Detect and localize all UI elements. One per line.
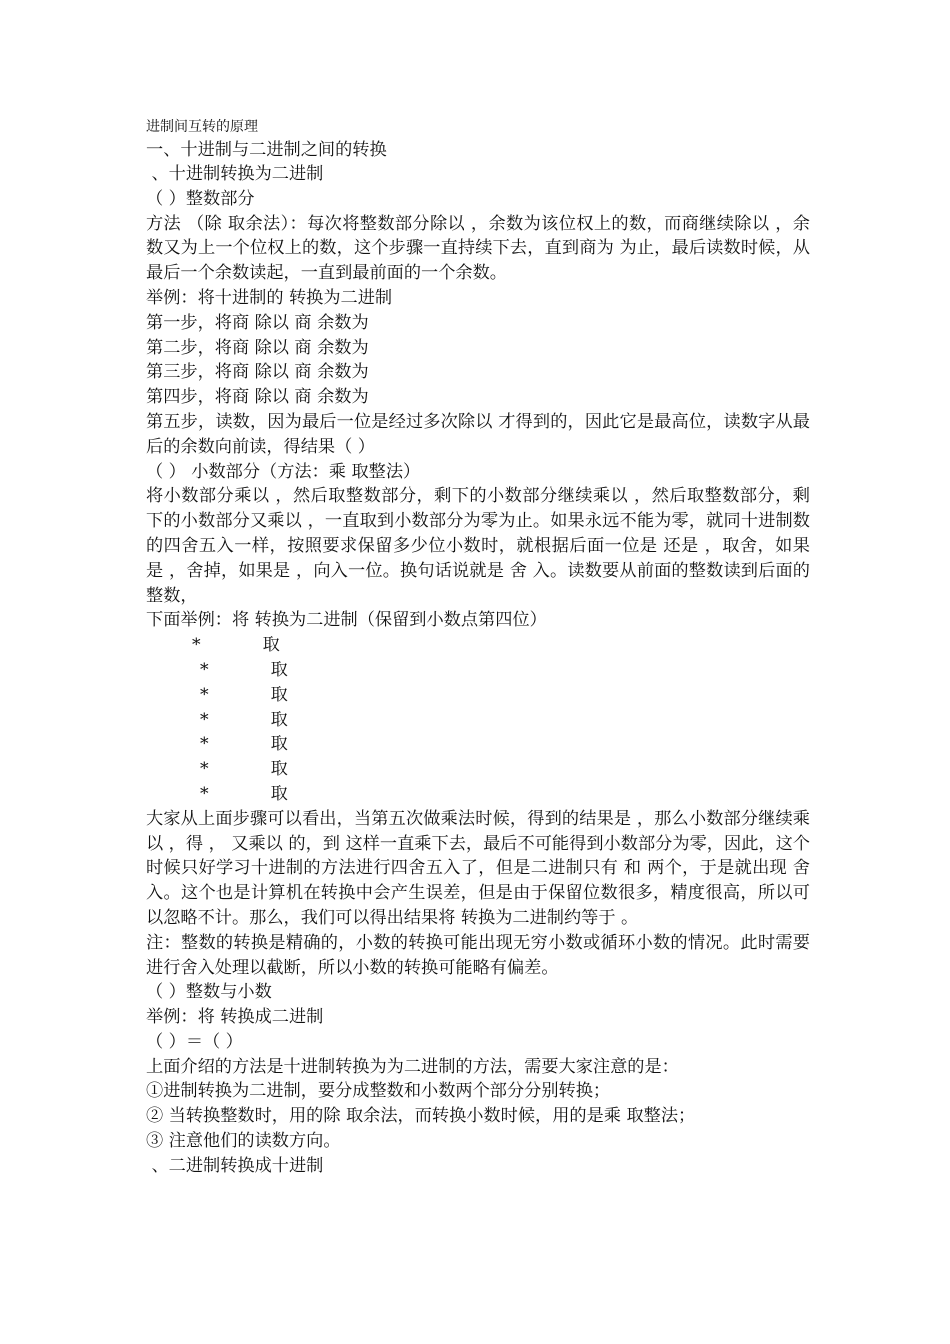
doc-title: 进制间互转的原理 bbox=[146, 119, 258, 135]
subsection-heading: 、十进制转换为二进制 bbox=[146, 164, 324, 184]
part-heading: （ ） 小数部分（方法：乘 取整法） bbox=[146, 461, 421, 482]
mult-op: * bbox=[200, 783, 209, 804]
mult-take: 取 bbox=[270, 684, 288, 705]
mult-take: 取 bbox=[270, 709, 288, 730]
mult-op: * bbox=[192, 635, 201, 656]
mult-row bbox=[146, 708, 810, 733]
example-heading: 举例：将 转换成二进制 bbox=[146, 1007, 324, 1028]
mult-op: * bbox=[200, 684, 209, 705]
part-heading: （ ）整数部分 bbox=[146, 188, 255, 209]
mult-op: * bbox=[200, 659, 209, 680]
example-heading: 举例：将十进制的 转换为二进制 bbox=[146, 287, 393, 308]
summary-point: ② 当转换整数时，用的除 取余法，而转换小数时候，用的是乘 取整法； bbox=[146, 1106, 696, 1127]
mult-row bbox=[146, 658, 810, 683]
step-line: 第二步，将商 除以 商 余数为 bbox=[146, 337, 369, 358]
fraction-paragraph: 将小数部分乘以 ，然后取整数部分，剩下的小数部分继续乘以 ，然后取整数部分，剩下的小数部分又乘以 ，一直取到小数部分为零为止。如果永远不能为零，就同十进制数的四舍五入一样，按照要求保留多少位小数时，就根据后面一位是 还是 ，取舍，如果是 ，舍掉，如果是 ，向入一位。换句话说就是 舍 入。读数要从前面的整数读到后面的整数， bbox=[146, 486, 810, 606]
part-heading: （ ）整数与小数 bbox=[146, 982, 272, 1003]
mult-take: 取 bbox=[262, 635, 280, 656]
mult-op: * bbox=[200, 709, 209, 730]
mult-op: * bbox=[200, 759, 209, 780]
example-heading: 下面举例：将 转换为二进制（保留到小数点第四位） bbox=[146, 610, 547, 631]
mult-take: 取 bbox=[270, 659, 288, 680]
mult-op: * bbox=[200, 734, 209, 755]
step5-paragraph: 第五步，读数，因为最后一位是经过多次除以 才得到的，因此它是最高位，读数字从最后的余数向前读，得结果（ ） bbox=[146, 411, 810, 457]
document-page bbox=[146, 116, 810, 1179]
mult-row bbox=[146, 732, 810, 757]
mult-row bbox=[146, 782, 810, 807]
mult-row bbox=[146, 633, 810, 658]
multiplication-table bbox=[146, 633, 810, 807]
analysis-paragraph: 大家从上面步骤可以看出，当第五次做乘法时候，得到的结果是 ，那么小数部分继续乘以 ，得 ， 又乘以 的，到 这样一直乘下去，最后不可能得到小数部分为零，因此，这个时候只好学习十进制的方法进行四舍五入了，但是二进制只有 和 两个，于是就出现 舍 入。这个也是计算机在转换中会产生误差，但是由于保留位数很多，精度很高，所以可以忽略不计。那么，我们可以得出结果将 转换为二进制约等于 。 bbox=[146, 808, 810, 928]
mult-take: 取 bbox=[270, 734, 288, 755]
mult-take: 取 bbox=[270, 783, 288, 804]
summary-point: ③ 注意他们的读数方向。 bbox=[146, 1131, 341, 1152]
mult-row bbox=[146, 683, 810, 708]
result-line: （ ）＝（ ） bbox=[146, 1031, 243, 1052]
subsection-heading: 、二进制转换成十进制 bbox=[146, 1155, 324, 1176]
step-line: 第三步，将商 除以 商 余数为 bbox=[146, 362, 369, 383]
step-line: 第一步，将商 除以 商 余数为 bbox=[146, 312, 369, 333]
mult-take: 取 bbox=[270, 759, 288, 780]
step-line: 第四步，将商 除以 商 余数为 bbox=[146, 387, 369, 408]
mult-row bbox=[146, 757, 810, 782]
method-paragraph: 方法 （除 取余法）：每次将整数部分除以 ，余数为该位权上的数，而商继续除以 ，余数又为上一个位权上的数，这个步骤一直持续下去，直到商为 为止，最后读数时候，从最后一个余数读起，一直到最前面的一个余数。 bbox=[146, 213, 810, 284]
note-paragraph: 注：整数的转换是精确的，小数的转换可能出现无穷小数或循环小数的情况。此时需要进行舍入处理以截断，所以小数的转换可能略有偏差。 bbox=[146, 932, 810, 978]
section-heading: 一、十进制与二进制之间的转换 bbox=[146, 140, 387, 160]
summary-intro: 上面介绍的方法是十进制转换为为二进制的方法，需要大家注意的是： bbox=[146, 1056, 679, 1077]
summary-point: ①进制转换为二进制，要分成整数和小数两个部分分别转换； bbox=[146, 1081, 611, 1102]
